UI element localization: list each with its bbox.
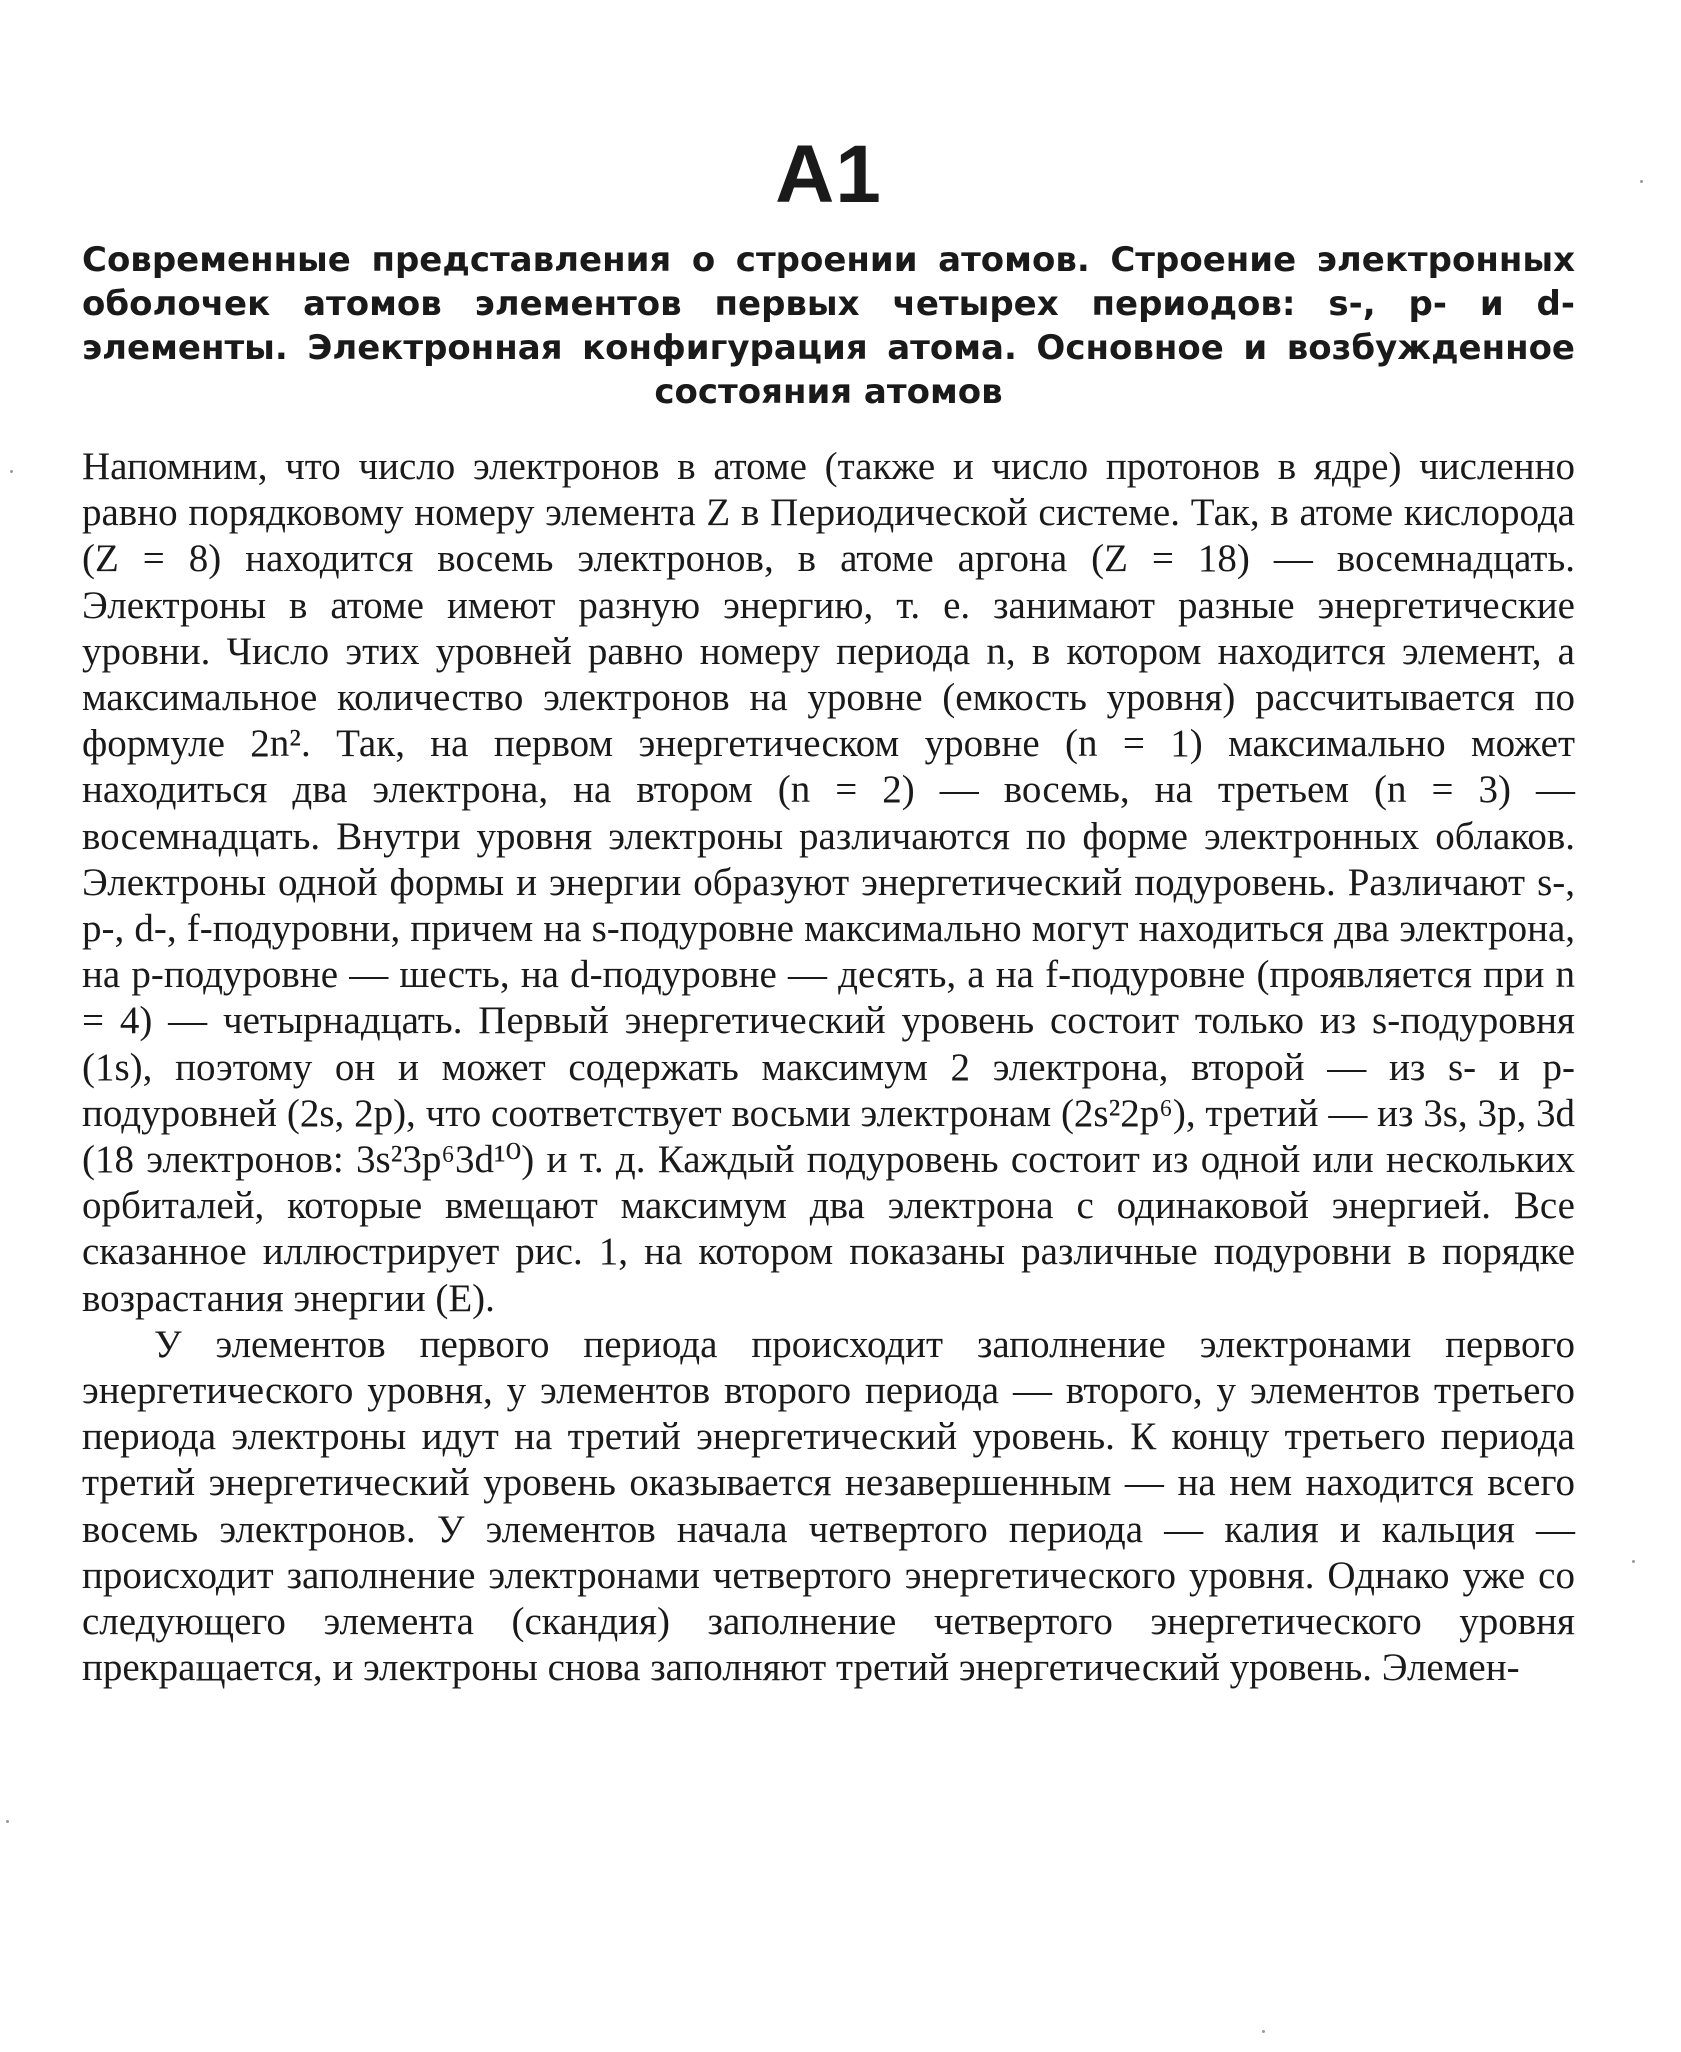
- paragraph-1: Напомним, что число электронов в атоме (также и число протонов в ядре) численно равно порядковому номеру элемента Z в Периодической системе. Так, в атоме кислорода (Z = 8) находится восемь электронов, в атоме аргона (Z = 18) — восемнадцать. Электроны в атоме имеют разную энергию, т. е. занимают разные энергетические уровни. Число этих уровней равно номеру периода n, в котором находится элемент, а максимальное количество электронов на уровне (емкость уровня) рассчитывается по формуле 2n². Так, на первом энергетическом уровне (n = 1) максимально может находиться два электрона, на втором (n = 2) — восемь, на третьем (n = 3) — восемнадцать. Внутри уровня электроны различаются по форме электронных облаков. Электроны одной формы и энергии образуют энергетический подуровень. Различают s-, p-, d-, f-подуровни, причем на s-подуровне максимально могут находиться два электрона, на p-подуровне — шесть, на d-подуровне — десять, а на f-подуровне (проявляется при n = 4) — четырнадцать. Первый энергетический уровень состоит только из s-подуровня (1s), поэтому он и может содержать максимум 2 электрона, второй — из s- и p-подуровней (2s, 2p), что соответствует восьми электронам (2s²2p⁶), третий — из 3s, 3p, 3d (18 электронов: 3s²3p⁶3d¹⁰) и т. д. Каждый подуровень состоит из одной или нескольких орбиталей, которые вмещают максимум два электрона с одинаковой энергией. Все сказанное иллюстрирует рис. 1, на котором показаны различные подуровни в порядке возрастания энергии (E).: [82, 445, 1575, 1320]
- section-code: А1: [775, 129, 882, 220]
- scan-speck: [1262, 2030, 1265, 2033]
- scan-speck: [1640, 180, 1643, 183]
- section-title: Современные представления о строении атомов. Строение электронных оболочек атомов элементов первых четырех периодов: s-, p- и d-элементы. Электронная конфигурация атома. Основное и возбужденное состояния атомов: [82, 240, 1575, 412]
- scan-speck: [1632, 1560, 1635, 1563]
- scan-speck: [10, 470, 13, 473]
- scan-speck: [6, 1820, 9, 1823]
- textbook-page: [82, 130, 1575, 1691]
- paragraph-2: У элементов первого периода происходит заполнение электронами первого энергетического уровня, у элементов второго периода — второго, у элементов третьего периода электроны идут на третий энергетический уровень. К концу третьего периода третий энергетический уровень оказывается незавершенным — на нем находится всего восемь электронов. У элементов начала четвертого периода — калия и кальция — происходит заполнение электронами четвертого энергетического уровня. Однако уже со следующего элемента (скандия) заполнение четвертого энергетического уровня прекращается, и электроны снова заполняют третий энергетический уровень. Элемен-: [82, 1322, 1575, 1690]
